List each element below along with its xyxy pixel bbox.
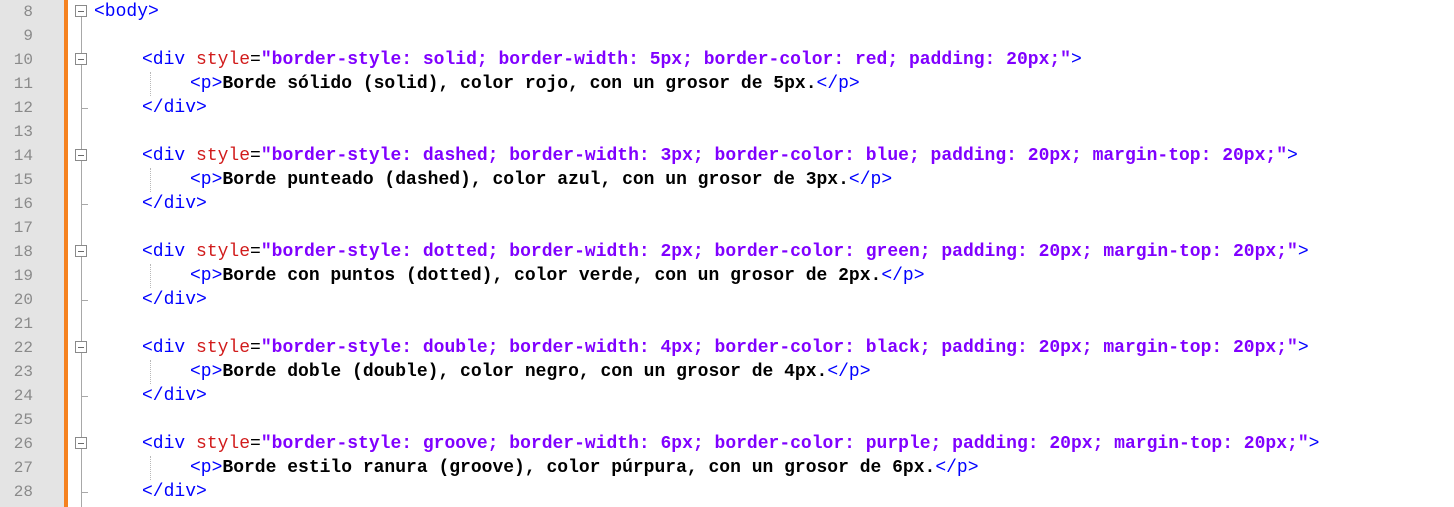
code-line — [0, 264, 1454, 288]
fold-collapse-icon[interactable] — [75, 341, 87, 353]
code-line — [0, 120, 1454, 144]
code-line — [0, 360, 1454, 384]
line-number: 13 — [13, 123, 33, 141]
code-text: <body> — [94, 2, 159, 22]
line-number: 28 — [13, 483, 33, 501]
fold-collapse-icon[interactable] — [75, 149, 87, 161]
fold-end-marker — [82, 108, 88, 109]
fold-end-marker — [82, 396, 88, 397]
code-text: </div> — [142, 482, 207, 502]
fold-end-marker — [82, 492, 88, 493]
line-number: 8 — [23, 3, 33, 21]
code-text: <p>Borde estilo ranura (groove), color púrpura, con un grosor de 6px.</p> — [190, 458, 979, 478]
code-text: </div> — [142, 194, 207, 214]
code-line — [0, 288, 1454, 312]
line-number: 15 — [13, 171, 33, 189]
line-number: 16 — [13, 195, 33, 213]
code-line — [0, 0, 1454, 24]
code-text: <p>Borde con puntos (dotted), color verde, con un grosor de 2px.</p> — [190, 266, 925, 286]
fold-collapse-icon[interactable] — [75, 5, 87, 17]
code-line — [0, 96, 1454, 120]
code-text: </div> — [142, 290, 207, 310]
fold-collapse-icon[interactable] — [75, 437, 87, 449]
fold-collapse-icon[interactable] — [75, 245, 87, 257]
code-text: <div style="border-style: dotted; border-width: 2px; border-color: green; padding: 20px; margin-top: 20px;"> — [142, 242, 1309, 262]
code-text: <div style="border-style: solid; border-width: 5px; border-color: red; padding: 20px;"> — [142, 50, 1082, 70]
code-line — [0, 48, 1454, 72]
code-line — [0, 480, 1454, 504]
code-text: <div style="border-style: groove; border-width: 6px; border-color: purple; padding: 20px; margin-top: 20px;"> — [142, 434, 1320, 454]
line-number: 11 — [13, 75, 33, 93]
line-number: 19 — [13, 267, 33, 285]
code-line — [0, 384, 1454, 408]
line-number: 21 — [13, 315, 33, 333]
line-number: 18 — [13, 243, 33, 261]
line-number: 22 — [13, 339, 33, 357]
line-number: 9 — [23, 27, 33, 45]
code-text: </div> — [142, 98, 207, 118]
line-number: 26 — [13, 435, 33, 453]
fold-end-marker — [82, 204, 88, 205]
code-text: <p>Borde sólido (solid), color rojo, con un grosor de 5px.</p> — [190, 74, 860, 94]
code-line — [0, 144, 1454, 168]
code-line — [0, 336, 1454, 360]
line-number: 14 — [13, 147, 33, 165]
line-number: 12 — [13, 99, 33, 117]
code-line — [0, 456, 1454, 480]
code-line — [0, 432, 1454, 456]
line-number: 27 — [13, 459, 33, 477]
line-number: 24 — [13, 387, 33, 405]
line-number: 25 — [13, 411, 33, 429]
code-line — [0, 168, 1454, 192]
line-number: 20 — [13, 291, 33, 309]
code-text: <div style="border-style: dashed; border-width: 3px; border-color: blue; padding: 20px; margin-top: 20px;"> — [142, 146, 1298, 166]
line-number: 17 — [13, 219, 33, 237]
code-text: </div> — [142, 386, 207, 406]
fold-end-marker — [82, 300, 88, 301]
code-line — [0, 408, 1454, 432]
code-line — [0, 312, 1454, 336]
code-line — [0, 240, 1454, 264]
fold-collapse-icon[interactable] — [75, 53, 87, 65]
code-line — [0, 192, 1454, 216]
line-number: 23 — [13, 363, 33, 381]
code-text: <p>Borde punteado (dashed), color azul, con un grosor de 3px.</p> — [190, 170, 893, 190]
code-text: <div style="border-style: double; border-width: 4px; border-color: black; padding: 20px; margin-top: 20px;"> — [142, 338, 1309, 358]
code-line — [0, 72, 1454, 96]
code-text: <p>Borde doble (double), color negro, con un grosor de 4px.</p> — [190, 362, 871, 382]
code-line — [0, 24, 1454, 48]
code-line — [0, 216, 1454, 240]
line-number: 10 — [13, 51, 33, 69]
